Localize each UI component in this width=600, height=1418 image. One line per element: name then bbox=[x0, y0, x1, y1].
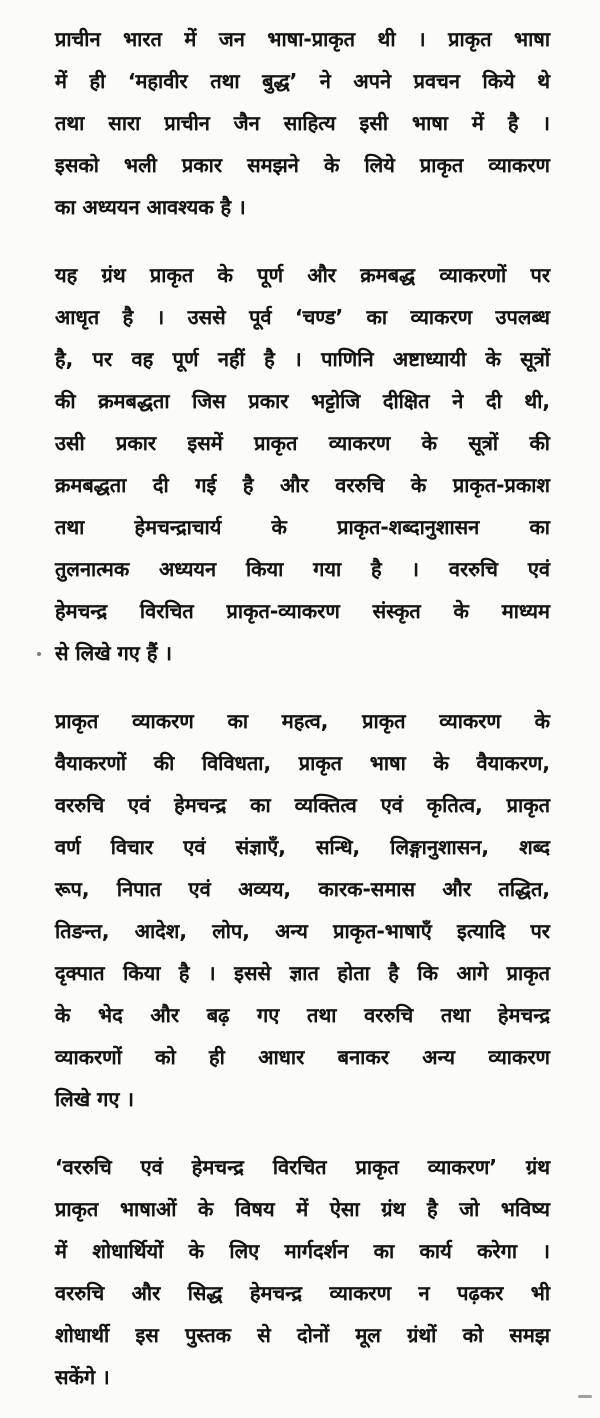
text-line: रूप, निपात एवं अव्यय, कारक-समास और तद्धित, bbox=[55, 877, 550, 901]
text-line: प्राकृत भाषाओं के विषय में ऐसा ग्रंथ है जो भविष्य bbox=[55, 1197, 550, 1221]
text-line: दृक्पात किया है । इससे ज्ञात होता है कि आगे प्राकृत bbox=[55, 961, 550, 985]
paragraph bbox=[55, 700, 550, 1120]
text-line: व्याकरणों को ही आधार बनाकर अन्य व्याकरण bbox=[55, 1045, 550, 1069]
text-line: उसी प्रकार इसमें प्राकृत व्याकरण के सूत्रों की bbox=[55, 431, 550, 455]
paragraph bbox=[55, 18, 550, 228]
text-line: आधृत है । उससे पूर्व ‘चण्ड’ का व्याकरण उपलब्ध bbox=[55, 305, 550, 329]
text-line: की क्रमबद्धता जिस प्रकार भट्टोजि दीक्षित ने दी थी, bbox=[55, 389, 550, 413]
text-line: वररुचि एवं हेमचन्द्र का व्यक्तित्व एवं कृतित्व, प्राकृत bbox=[55, 793, 550, 817]
paragraph bbox=[55, 254, 550, 674]
text-line: क्रमबद्धता दी गई है और वररुचि के प्राकृत-प्रकाश bbox=[55, 473, 550, 497]
text-line: यह ग्रंथ प्राकृत के पूर्ण और क्रमबद्ध व्याकरणों पर bbox=[55, 263, 550, 287]
text-line: इसको भली प्रकार समझने के लिये प्राकृत व्याकरण bbox=[55, 153, 550, 177]
paragraph bbox=[55, 1146, 550, 1398]
text-line: से लिखे गए हैं । bbox=[55, 641, 172, 665]
text-line: तथा सारा प्राचीन जैन साहित्य इसी भाषा में है । bbox=[55, 111, 550, 135]
text-line: तुलनात्मक अध्ययन किया गया है । वररुचि एवं bbox=[55, 557, 550, 581]
text-line: वैयाकरणों की विविधता, प्राकृत भाषा के वैयाकरण, bbox=[55, 751, 550, 775]
text-line: लिखे गए । bbox=[55, 1087, 134, 1111]
text-line: में ही ‘महावीर तथा बुद्ध’ ने अपने प्रवचन किये थे bbox=[55, 69, 550, 93]
text-line: प्राचीन भारत में जन भाषा-प्राकृत थी । प्राकृत भाषा bbox=[55, 27, 550, 51]
ink-speck bbox=[578, 1395, 592, 1398]
text-line: में शोधार्थियों के लिए मार्गदर्शन का कार्य करेगा । bbox=[55, 1239, 550, 1263]
text-line: तथा हेमचन्द्राचार्य के प्राकृत-शब्दानुशासन का bbox=[55, 515, 550, 539]
text-line: वररुचि और सिद्ध हेमचन्द्र व्याकरण न पढ़कर भी bbox=[55, 1281, 550, 1305]
text-line: हेमचन्द्र विरचित प्राकृत-व्याकरण संस्कृत के माध्यम bbox=[55, 599, 550, 623]
ink-speck bbox=[37, 652, 41, 656]
text-line: प्राकृत व्याकरण का महत्व, प्राकृत व्याकरण के bbox=[55, 709, 550, 733]
text-line: तिङन्त, आदेश, लोप, अन्य प्राकृत-भाषाएँ इत्यादि पर bbox=[55, 919, 550, 943]
text-line: सकेंगे । bbox=[55, 1365, 110, 1389]
text-line: का अध्ययन आवश्यक है । bbox=[55, 195, 246, 219]
text-line: ‘वररुचि एवं हेमचन्द्र विरचित प्राकृत व्याकरण’ ग्रंथ bbox=[55, 1155, 550, 1179]
text-line: शोधार्थी इस पुस्तक से दोनों मूल ग्रंथों को समझ bbox=[55, 1323, 550, 1347]
text-line: के भेद और बढ़ गए तथा वररुचि तथा हेमचन्द्र bbox=[55, 1003, 550, 1027]
page-body bbox=[55, 18, 550, 1398]
text-line: है, पर वह पूर्ण नहीं है । पाणिनि अष्टाध्यायी के सूत्रों bbox=[55, 347, 550, 371]
text-line: वर्ण विचार एवं संज्ञाएँ, सन्धि, लिङ्गानुशासन, शब्द bbox=[55, 835, 550, 859]
